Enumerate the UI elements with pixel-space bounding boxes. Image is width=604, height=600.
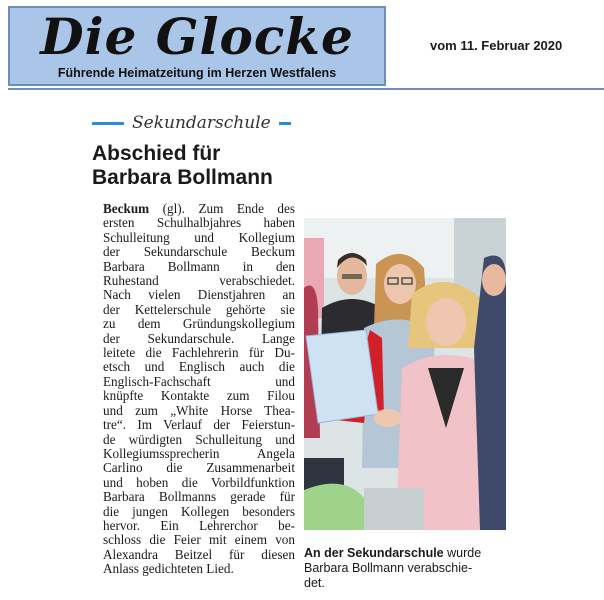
headline (92, 142, 352, 190)
newspaper-logo: Die Glocke (40, 7, 354, 66)
body-line: schloss die Feier mit einem von (103, 532, 295, 548)
body-line: Barbara Bollmann in den (103, 258, 295, 274)
body-line: leitete die Fachlehrerin für Du- (103, 345, 295, 361)
body-line: Carlino die Zusammenarbeit (103, 460, 295, 476)
photo-caption (304, 546, 514, 591)
body-line: Kollegiumssprecherin Angela (103, 445, 295, 461)
body-line: etsch und Englisch auch die (103, 359, 295, 375)
body-line-0 (103, 202, 295, 216)
body-line: der Sekundarschule. Lange (103, 330, 295, 346)
body-line: der Sekundarschule Beckum (103, 244, 295, 260)
masthead-subtitle: Führende Heimatzeitung im Herzen Westfalens (57, 66, 337, 80)
photo-farewell-scene (304, 218, 506, 530)
headline-line-2: Barbara Bollmann (92, 166, 273, 189)
masthead (8, 6, 386, 86)
kicker-dash-left (92, 122, 124, 125)
kicker (92, 113, 291, 133)
body-line: de würdigten Schulleitung und (103, 431, 295, 447)
body-line: der Kettelerschule gehörte sie (103, 301, 295, 317)
dateline: Beckum (103, 201, 150, 216)
body-line: Alexandra Beitzel für diesen (103, 546, 295, 562)
caption-part-3: det. (304, 576, 325, 590)
body-line: knüpfte Kontakte zum Filou (103, 388, 295, 404)
body-line: Schulleitung und Kollegium (103, 229, 295, 245)
body-line: zu dem Gründungskollegium (103, 316, 295, 332)
headline-line-1: Abschied für (92, 142, 221, 165)
caption-part-2: Barbara Bollmann verabschie- (304, 561, 473, 575)
body-line: Barbara Bollmanns gerade für (103, 489, 295, 505)
body-line: hervor. Ein Lehrerchor be- (103, 517, 295, 533)
body-line-0-text: (gl). Zum Ende des (149, 201, 295, 216)
body-line: die jungen Kollegen besonders (103, 503, 295, 519)
body-line: Ruhestand verabschiedet. (103, 273, 295, 289)
body-line: ersten Schulhalbjahres haben (103, 215, 295, 231)
body-line: Anlass gedichteten Lied. (103, 561, 234, 577)
header-divider (8, 88, 604, 90)
issue-date: vom 11. Februar 2020 (430, 38, 563, 53)
article-photo (304, 218, 506, 530)
body-line: und zum „White Horse Thea- (103, 402, 295, 418)
kicker-text: Sekundarschule (132, 113, 271, 133)
article-body (103, 202, 295, 577)
caption-part-1: wurde (443, 546, 482, 560)
caption-bold: An der Sekundarschule (304, 546, 444, 560)
body-line: tre“. Im Verlauf der Feierstun- (103, 417, 295, 433)
body-line: und hoben die Vorbildfunktion (103, 474, 295, 490)
body-line: Nach vielen Dienstjahren an (103, 287, 295, 303)
body-line: Englisch-Fachschaft und (103, 373, 295, 389)
kicker-dash-right (279, 122, 291, 125)
